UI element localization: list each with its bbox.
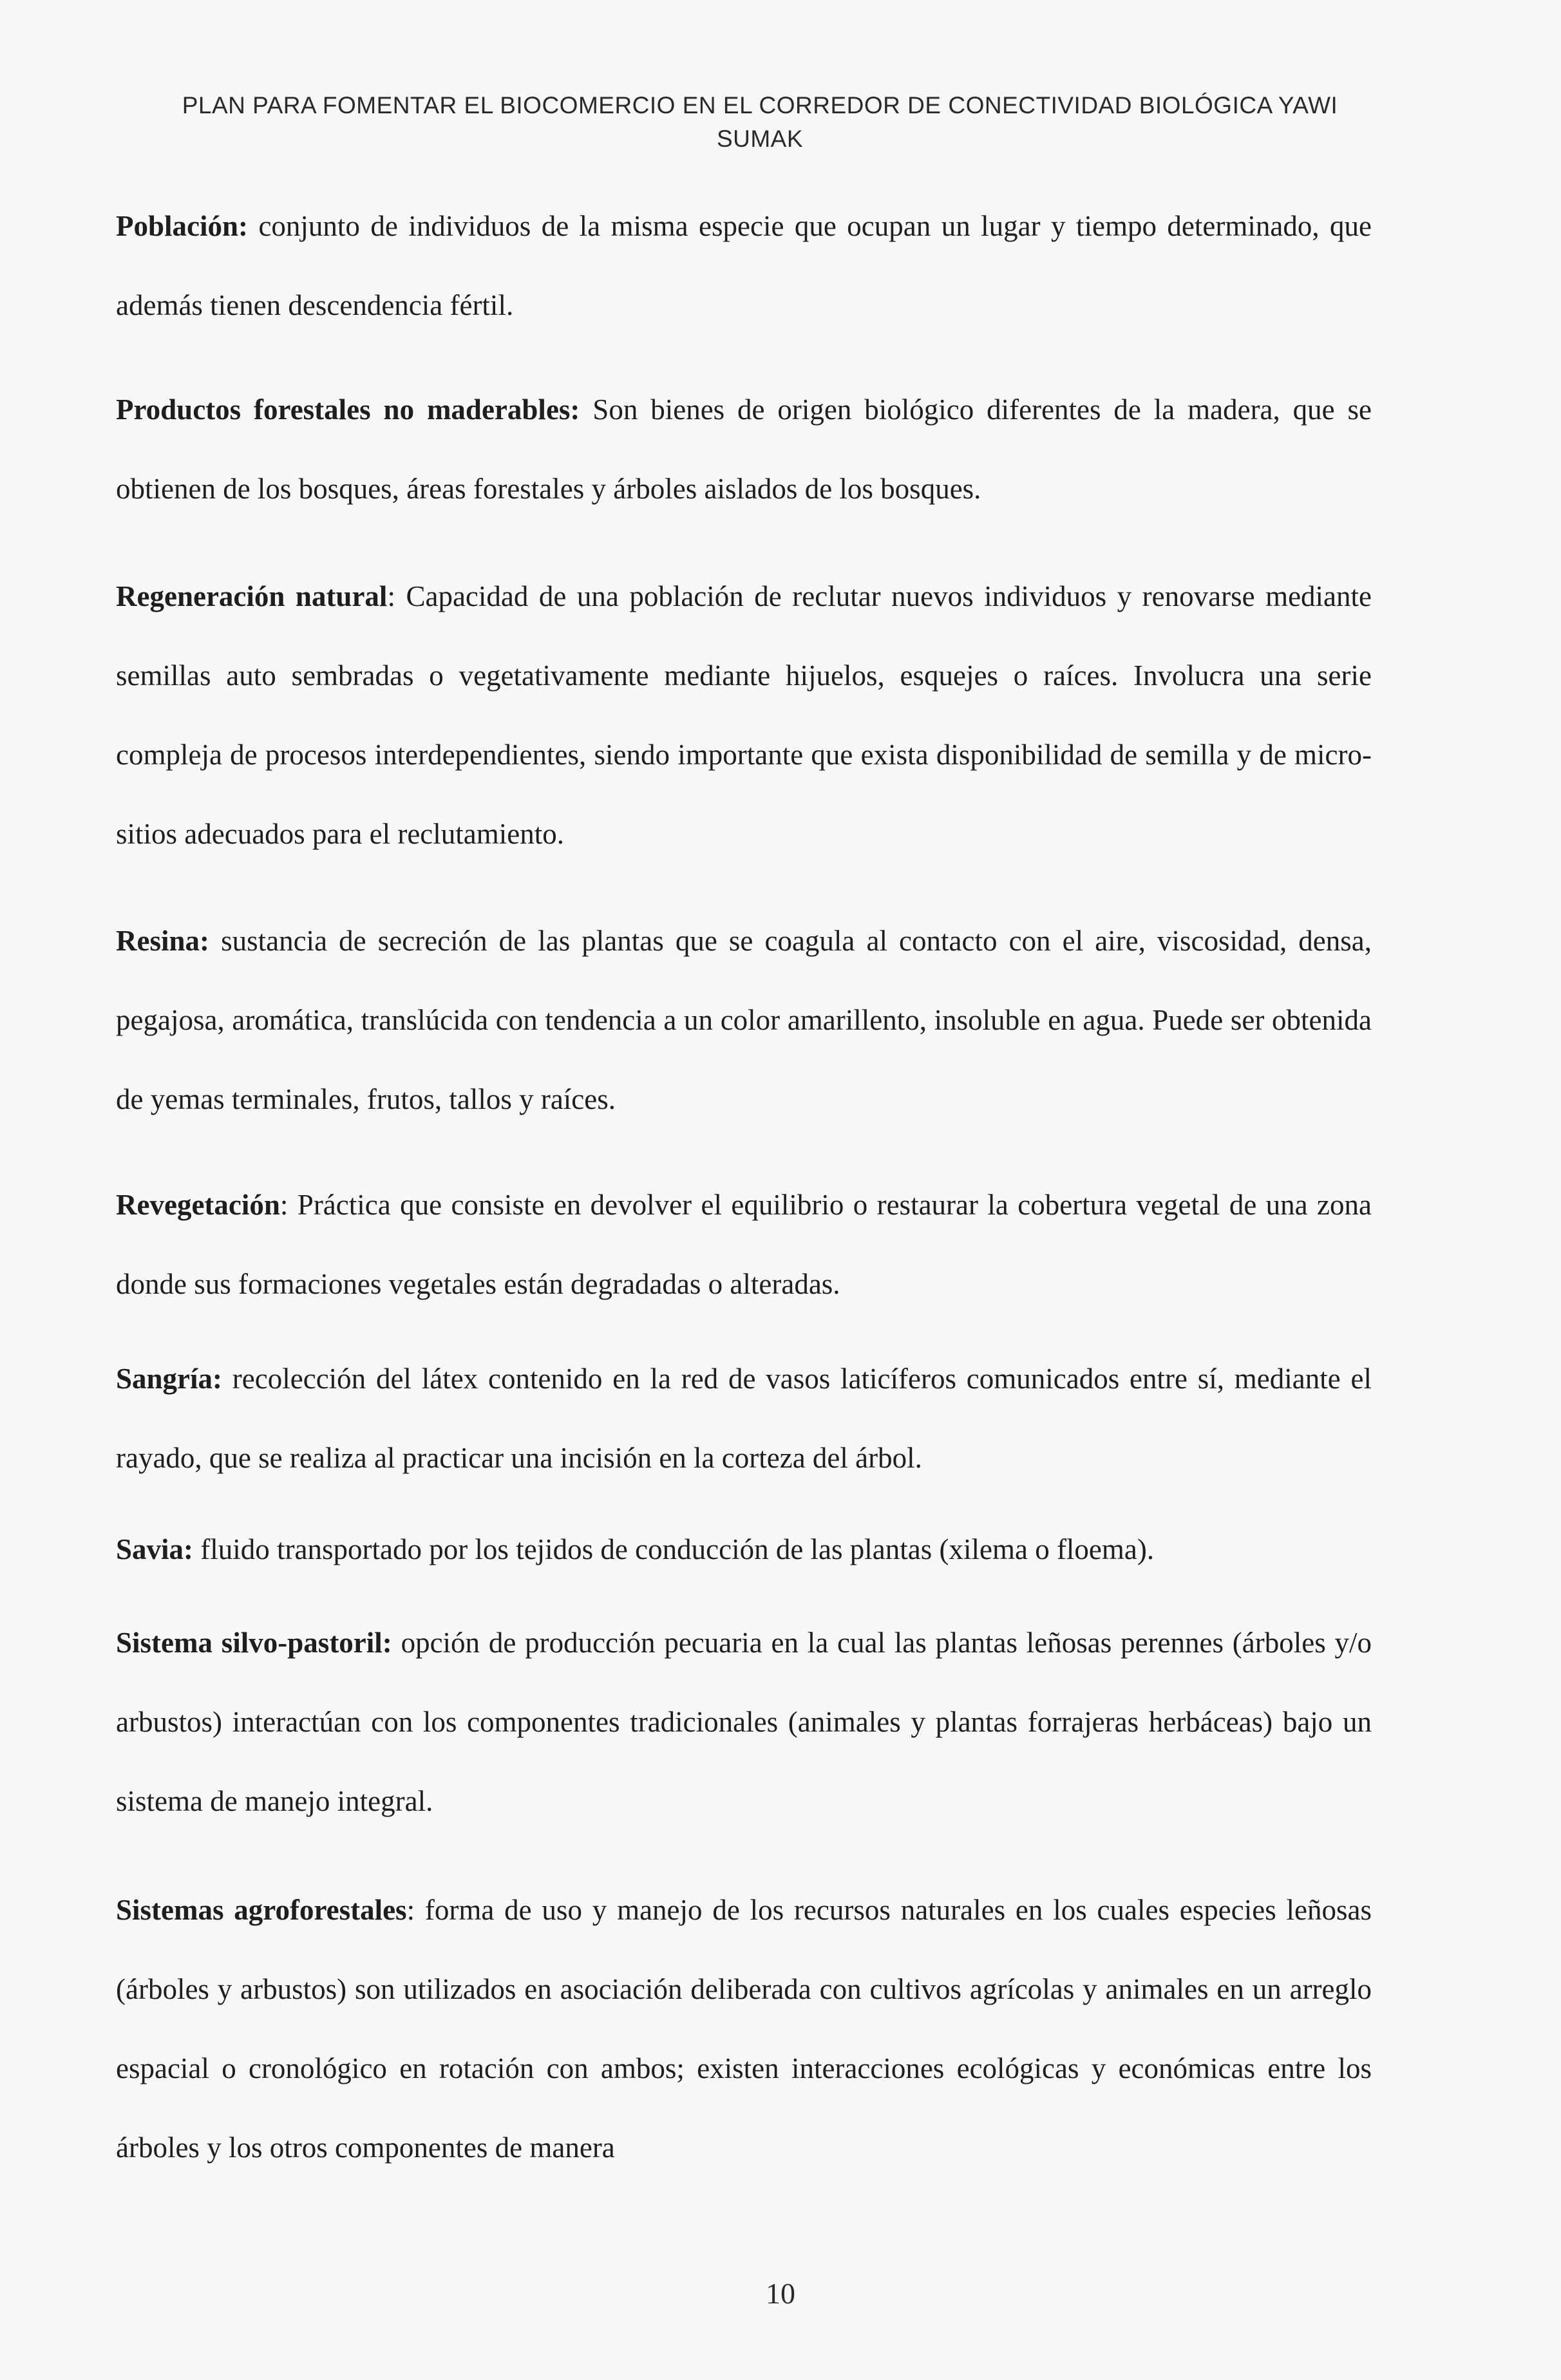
glossary-term: Resina: [116, 925, 209, 957]
glossary-term: Sistema silvo-pastoril: [116, 1627, 392, 1659]
glossary-definition: : Capacidad de una población de reclutar nuevos individuos y renovarse mediante semillas auto sembradas o vegetativamente mediante hijuelos, esquejes o raíces. Involucra una serie compleja de procesos interdependientes, siendo importante que exista disponibilidad de semilla y de micro-sitios adecuados para el reclutamiento. [116, 580, 1372, 850]
glossary-entry-sistemas-agroforestales [116, 1871, 1372, 2187]
glossary-term: Sangría: [116, 1363, 223, 1395]
glossary-definition: opción de producción pecuaria en la cual las plantas leñosas perennes (árboles y/o arbustos) interactúan con los componentes tradicionales (animales y plantas forrajeras herbáceas) bajo un sistema de manejo integral. [116, 1627, 1372, 1817]
glossary-entry-sangria [116, 1339, 1372, 1498]
glossary-term: Regeneración natural [116, 580, 388, 612]
glossary-term: Sistemas agroforestales [116, 1894, 407, 1926]
glossary-entry-poblacion [116, 187, 1372, 345]
glossary-definition: sustancia de secreción de las plantas que se coagula al contacto con el aire, viscosidad, densa, pegajosa, aromática, translúcida con tendencia a un color amarillento, insoluble en agua. Puede ser obtenida de yemas terminales, frutos, tallos y raíces. [116, 925, 1372, 1115]
glossary-entry-savia [116, 1510, 1372, 1589]
glossary-definition: Son bienes de origen biológico diferentes de la madera, que se obtienen de los bosques, áreas forestales y árboles aislados de los bosques. [116, 393, 1372, 505]
glossary-term: Productos forestales no maderables: [116, 393, 580, 426]
running-header [116, 89, 1404, 156]
glossary-entry-revegetacion [116, 1166, 1372, 1324]
glossary-definition: : forma de uso y manejo de los recursos naturales en los cuales especies leñosas (árboles y arbustos) son utilizados en asociación deliberada con cultivos agrícolas y animales en un arreglo espacial o cronológico en rotación con ambos; existen interacciones ecológicas y económicas entre los árboles y los otros componentes de manera [116, 1894, 1372, 2164]
glossary-definition: conjunto de individuos de la misma especie que ocupan un lugar y tiempo determinado, que además tienen descendencia fértil. [116, 210, 1372, 321]
glossary-definition: fluido transportado por los tejidos de conducción de las plantas (xilema o floema). [193, 1533, 1155, 1565]
header-line-1: PLAN PARA FOMENTAR EL BIOCOMERCIO EN EL CORREDOR DE CONECTIVIDAD BIOLÓGICA YAWI [182, 92, 1338, 118]
glossary-term: Revegetación [116, 1189, 280, 1221]
glossary-entry-productos-forestales [116, 370, 1372, 529]
glossary-term: Savia: [116, 1533, 194, 1565]
glossary-entry-sistema-silvo-pastoril [116, 1603, 1372, 1841]
glossary-entry-regeneracion-natural [116, 557, 1372, 874]
glossary-term: Población: [116, 210, 249, 242]
glossary-entry-resina [116, 902, 1372, 1139]
glossary-definition: : Práctica que consiste en devolver el equilibrio o restaurar la cobertura vegetal de una zona donde sus formaciones vegetales están degradadas o alteradas. [116, 1189, 1372, 1300]
glossary-definition: recolección del látex contenido en la red de vasos laticíferos comunicados entre sí, mediante el rayado, que se realiza al practicar una incisión en la corteza del árbol. [116, 1363, 1372, 1474]
header-line-2: SUMAK [716, 126, 804, 152]
page-number: 10 [766, 2277, 795, 2310]
